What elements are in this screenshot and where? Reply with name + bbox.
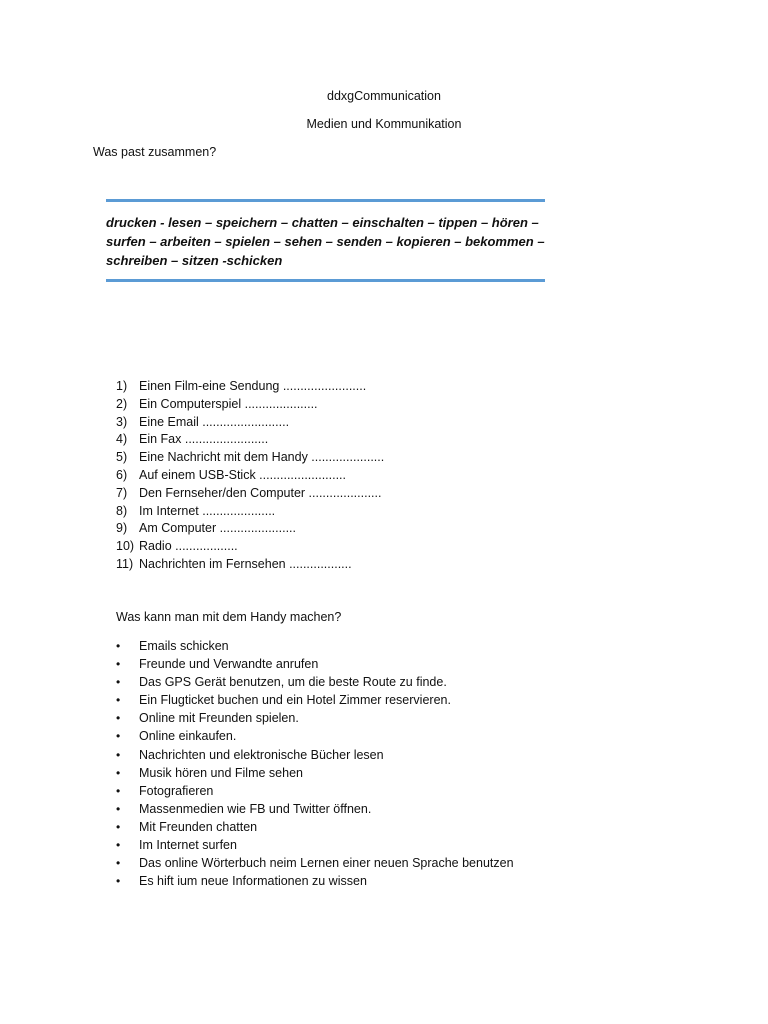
list-item (116, 746, 514, 764)
exercise-item (116, 503, 384, 521)
list-item-text: Freunde und Verwandte anrufen (139, 657, 319, 672)
item-number: 9) (116, 521, 128, 536)
item-number: 4) (116, 432, 128, 447)
matching-question: Was past zusammen? (93, 145, 217, 159)
list-item-text: Das GPS Gerät benutzen, um die beste Route zu finde. (139, 675, 447, 690)
exercise-item (116, 378, 384, 396)
list-item-text: Fotografieren (139, 783, 214, 798)
list-item-text: Mit Freunden chatten (139, 819, 258, 834)
bullet-icon: • (116, 783, 121, 798)
list-item-text: Online mit Freunden spielen. (139, 711, 299, 726)
list-item-text: Es hift ium neue Informationen zu wissen (139, 874, 367, 889)
bullet-icon: • (116, 693, 121, 708)
bullet-icon: • (116, 747, 121, 762)
bullet-icon: • (116, 838, 121, 853)
document-subtitle: Medien und Kommunikation (306, 117, 462, 131)
item-text: Im Internet ..................... (139, 503, 276, 518)
bullet-icon: • (116, 657, 121, 672)
list-item (116, 818, 514, 836)
exercise-item (116, 431, 384, 449)
bullet-icon: • (116, 675, 121, 690)
bullet-icon: • (116, 856, 121, 871)
item-number: 3) (116, 414, 128, 429)
list-item-text: Nachrichten und elektronische Bücher lesen (139, 747, 384, 762)
list-item (116, 691, 514, 709)
item-number: 8) (116, 503, 128, 518)
list-item-text: Musik hören und Filme sehen (139, 765, 303, 780)
item-text: Am Computer ...................... (139, 521, 296, 536)
item-number: 2) (116, 396, 128, 411)
verb-word-box (106, 199, 545, 283)
list-item (116, 836, 514, 854)
bullet-icon: • (116, 729, 121, 744)
matching-exercise-list (116, 378, 384, 574)
list-item-text: Emails schicken (139, 639, 229, 653)
bullet-icon: • (116, 639, 121, 653)
list-item-text: Massenmedien wie FB und Twitter öffnen. (139, 801, 372, 816)
list-item-text: Im Internet surfen (139, 838, 237, 853)
exercise-item (116, 538, 384, 556)
exercise-item (116, 449, 384, 467)
bullet-icon: • (116, 819, 121, 834)
phone-uses-list (116, 637, 514, 890)
exercise-item (116, 414, 384, 432)
item-text: Ein Computerspiel ..................... (139, 396, 318, 411)
word-box-bottom-rule (106, 279, 545, 282)
exercise-item (116, 396, 384, 414)
word-box-top-rule (106, 199, 545, 202)
list-item (116, 709, 514, 727)
item-number: 5) (116, 450, 128, 465)
bullet-icon: • (116, 711, 121, 726)
list-item-text: Online einkaufen. (139, 729, 237, 744)
phone-uses-question: Was kann man mit dem Handy machen? (116, 610, 342, 624)
item-text: Eine Nachricht mit dem Handy ..................... (139, 450, 385, 465)
list-item (116, 764, 514, 782)
list-item-text: Ein Flugticket buchen und ein Hotel Zimmer reservieren. (139, 693, 451, 708)
list-item (116, 872, 514, 890)
list-item-text: Das online Wörterbuch neim Lernen einer neuen Sprache benutzen (139, 856, 514, 871)
item-text: Einen Film-eine Sendung ........................ (139, 379, 367, 393)
bullet-icon: • (116, 874, 121, 889)
item-text: Radio .................. (139, 539, 238, 554)
item-number: 11) (116, 556, 134, 571)
item-number: 1) (116, 379, 128, 393)
list-item (116, 800, 514, 818)
list-item (116, 655, 514, 673)
exercise-item (116, 520, 384, 538)
exercise-item (116, 556, 384, 574)
document-title: ddxgCommunication (327, 89, 441, 103)
item-number: 6) (116, 467, 128, 482)
bullet-icon: • (116, 801, 121, 816)
list-item (116, 673, 514, 691)
item-text: Nachrichten im Fernsehen .................. (139, 556, 352, 571)
bullet-icon: • (116, 765, 121, 780)
item-text: Den Fernseher/den Computer ..................... (139, 485, 382, 500)
list-item (116, 637, 514, 655)
exercise-item (116, 485, 384, 503)
item-text: Eine Email ......................... (139, 414, 290, 429)
list-item (116, 854, 514, 872)
item-number: 10) (116, 539, 135, 554)
item-text: Auf einem USB-Stick ......................... (139, 467, 347, 482)
verb-list-text: drucken - lesen – speichern – chatten – einschalten – tippen – hören – surfen – arbeiten – spielen – sehen – senden – kopieren – bekommen – schreiben – sitzen -schicken (106, 215, 545, 268)
item-number: 7) (116, 485, 128, 500)
list-item (116, 727, 514, 745)
exercise-item (116, 467, 384, 485)
list-item (116, 782, 514, 800)
item-text: Ein Fax ........................ (139, 432, 269, 447)
